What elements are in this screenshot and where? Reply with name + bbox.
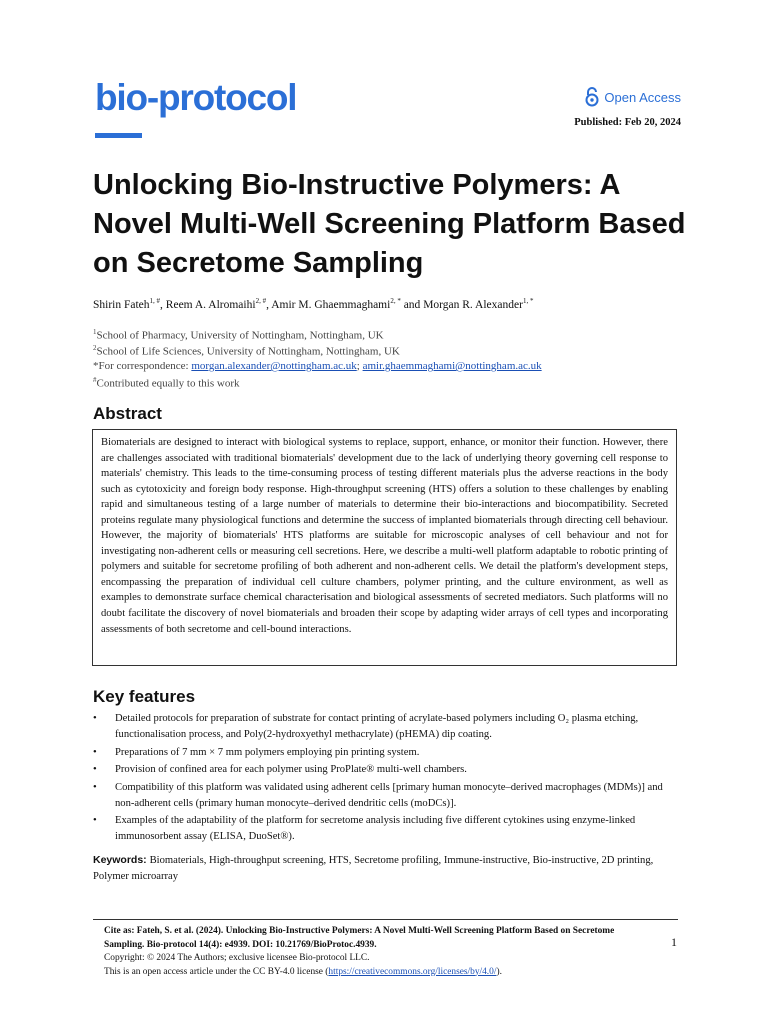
list-item xyxy=(93,711,683,743)
logo-text: bio-protocol xyxy=(95,77,297,118)
affiliation-marker: 2 xyxy=(93,344,97,352)
email-separator: ; xyxy=(356,360,363,372)
author-name: Morgan R. Alexander xyxy=(423,298,523,311)
list-item-text: Compatibility of this platform was validated using adherent cells [primary human monocyte–derived macrophages (MDMs)] and non-adherent cells (primary human monocyte–derived dendritic cells (moDCs)]. xyxy=(115,781,663,809)
bullet-icon: • xyxy=(93,815,97,826)
citation: Cite as: Fateh, S. et al. (2024). Unlocking Bio-Instructive Polymers: A Novel Multi-Well Screening Platform Based on Secretome Sampling. Bio-protocol 14(4): e4939. DOI: 10.21769/BioProtoc.4939. xyxy=(104,926,615,950)
author-name: Amir M. Ghaemmaghami xyxy=(271,298,391,311)
author-superscript: 1, # xyxy=(149,297,161,305)
list-item xyxy=(93,762,683,778)
open-access-badge xyxy=(584,87,681,107)
affiliation-2 xyxy=(93,344,400,358)
bullet-icon: • xyxy=(93,781,97,793)
author-superscript: 1, * xyxy=(522,297,534,305)
author-list xyxy=(93,297,533,311)
correspondence xyxy=(93,360,542,372)
key-features-heading: Key features xyxy=(93,687,196,706)
list-item xyxy=(93,745,683,761)
logo-underline xyxy=(95,133,142,138)
published-date: Published: Feb 20, 2024 xyxy=(574,117,681,128)
equal-text: Contributed equally to this work xyxy=(96,377,240,390)
keywords-label: Keywords: xyxy=(93,854,150,866)
article-title: Unlocking Bio-Instructive Polymers: A Novel Multi-Well Screening Platform Based on Secretome Sampling xyxy=(93,169,686,279)
author-separator: and xyxy=(400,298,424,311)
list-item-text: Preparations of 7 mm × 7 mm polymers employing pin printing system. xyxy=(115,746,420,758)
equal-marker: # xyxy=(93,376,97,384)
page-number: 1 xyxy=(671,935,677,949)
email-link-alexander[interactable]: morgan.alexander@nottingham.ac.uk xyxy=(191,360,357,372)
license-link[interactable]: https://creativecommons.org/licenses/by/4.0/ xyxy=(328,966,497,977)
open-lock-icon xyxy=(584,87,600,107)
keywords-text: Biomaterials, High-throughput screening, HTS, Secretome profiling, Immune-instructive, Bio-instructive, 2D printing, Polymer microarray xyxy=(93,855,654,882)
license-prefix: This is an open access article under the CC BY-4.0 license ( xyxy=(104,966,329,977)
license xyxy=(104,966,624,980)
key-features-list xyxy=(93,711,683,847)
list-item-text: Detailed protocols for preparation of substrate for contact printing of acrylate-based polymers including O₂ plasma etching, functionalisation process, and Poly(2-hydroxyethyl methacrylate) (pHEMA) dip coating. xyxy=(115,713,639,740)
affiliation-text: School of Life Sciences, University of Nottingham, Nottingham, UK xyxy=(96,345,400,358)
author-superscript: 2, * xyxy=(390,297,401,305)
email-link-ghaemmaghami[interactable]: amir.ghaemmaghami@nottingham.ac.uk xyxy=(362,360,542,372)
footer-divider xyxy=(93,919,678,920)
bio-protocol-logo[interactable] xyxy=(95,78,296,118)
list-item-text: Provision of confined area for each polymer using ProPlate® multi-well chambers. xyxy=(115,764,467,775)
author-separator: , xyxy=(160,298,166,311)
bullet-icon: • xyxy=(93,713,97,724)
bullet-icon: • xyxy=(93,746,97,758)
copyright: Copyright: © 2024 The Authors; exclusive licensee Bio-protocol LLC. xyxy=(104,953,370,963)
keywords xyxy=(93,852,683,885)
footer xyxy=(104,925,624,979)
list-item-text: Examples of the adaptability of the platform for secretome analysis including five different cytokines using enzyme-linked immunosorbent assay (ELISA, DuoSet®). xyxy=(115,815,636,842)
author-superscript: 2, # xyxy=(255,297,267,305)
equal-contribution-note xyxy=(93,376,239,390)
author-separator: , xyxy=(266,298,272,311)
affiliation-1 xyxy=(93,328,384,342)
author-name: Shirin Fateh xyxy=(93,298,150,311)
affiliation-text: School of Pharmacy, University of Nottingham, Nottingham, UK xyxy=(96,329,384,342)
abstract-text: Biomaterials are designed to interact with biological systems to replace, support, enhance, or monitor their function. However, there are challenges associated with traditional biomaterials' development due to the lack of underlying theory governing cell response to materials' chemistry. This leads to the time-consuming process of testing different materials plus the adverse reactions in the body such as cytotoxicity and foreign body response. High-throughput screening (HTS) offers a solution to these challenges by enabling rapid and simultaneous testing of a large number of materials to determine their bio-interactions and biocompatibility. Secreted proteins regulate many physiological functions and determine the success of implanted biomaterials through directing cell behaviour. However, the majority of biomaterials' HTS platforms are suitable for microscopic analyses of cell behaviour and not for investigating non-adherent cells or measuring cell secretions. Here, we describe a multi-well platform adaptable to robotic printing of polymers and suitable for secretome profiling of both adherent and non-adherent cells. We detail the platform's development steps, encompassing the preparation of individual cell culture chambers, polymer printing, and the culture environment, as well as examples to demonstrate surface chemical characterisation and biological assessments of secreted mediators. Such platforms will no doubt facilitate the discovery of novel biomaterials and broaden their scope by adapting wider arrays of cell types and incorporating assessments of both secretome and cell-bound interactions. xyxy=(101,437,668,635)
bullet-icon: • xyxy=(93,764,97,775)
license-suffix: ). xyxy=(496,966,502,977)
abstract-box xyxy=(92,429,677,666)
correspondence-label: *For correspondence: xyxy=(93,360,192,372)
affiliation-marker: 1 xyxy=(93,328,97,336)
author-name: Reem A. Alromaihi xyxy=(165,298,256,311)
list-item xyxy=(93,813,683,845)
abstract-heading: Abstract xyxy=(93,404,162,423)
list-item xyxy=(93,780,683,812)
open-access-label: Open Access xyxy=(604,89,681,105)
